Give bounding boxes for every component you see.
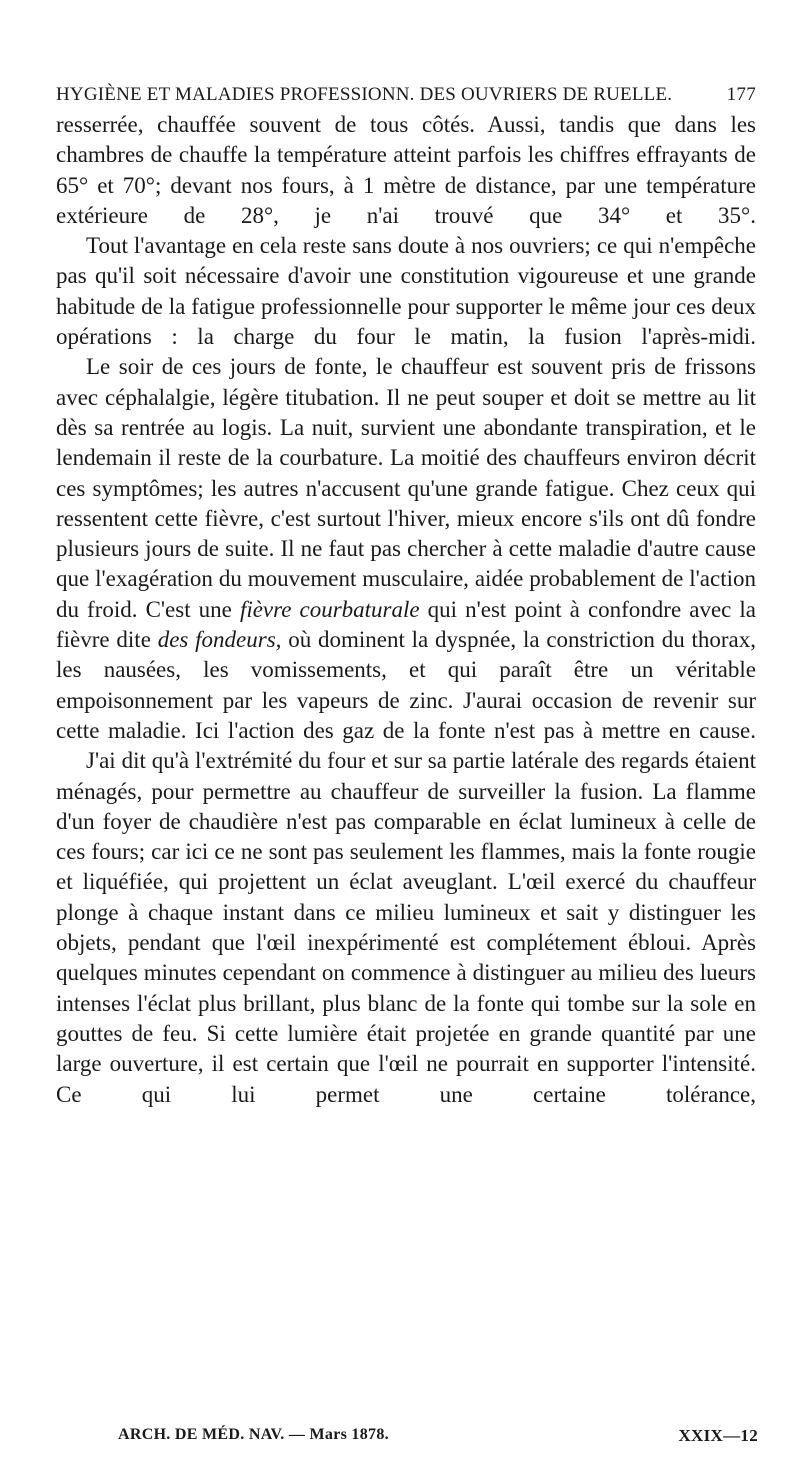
paragraph-3-text-a: Le soir de ces jours de fonte, le chauffeur est souvent pris de frissons avec céphalalgie, légère titubation. Il ne peut souper et doit se mettre au lit dès sa rentrée au logis. La nuit, survient une abondante transpiration, et le lendemain il reste de la courbature. La moitié des chauffeurs environ décrit ces symptômes; les autres n'accusent qu'une grande fatigue. Chez ceux qui ressentent cette fièvre, c'est surtout l'hiver, mieux encore s'ils ont dû fondre plusieurs jours de suite. Il ne faut pas chercher à cette maladie d'autre cause que l'exagération du mouvement musculaire, aidée probablement de l'action du froid. C'est une [56, 354, 756, 622]
body-text [56, 110, 756, 1110]
paragraph-1: resserrée, chauffée souvent de tous côtés. Aussi, tandis que dans les chambres de chauffe la température atteint parfois les chiffres effrayants de 65° et 70°; devant nos fours, à 1 mètre de distance, par une température extérieure de 28°, je n'ai trouvé que 34° et 35°. [56, 112, 756, 228]
paragraph-4: J'ai dit qu'à l'extrémité du four et sur sa partie latérale des regards étaient ménagés, pour permettre au chauffeur de surveiller la fusion. La flamme d'un foyer de chaudière n'est pas comparable en éclat lumineux à celle de ces fours; car ici ce ne sont pas seulement les flammes, mais la fonte rougie et liquéfiée, qui projettent un éclat aveuglant. L'œil exercé du chauffeur plonge à chaque instant dans ce milieu lumineux et sait y distinguer les objets, pendant que l'œil inexpérimenté est complétement ébloui. Après quelques minutes cependant on commence à distinguer au milieu des lueurs intenses l'éclat plus brillant, plus blanc de la fonte qui tombe sur la sole en gouttes de feu. Si cette lumière était projetée en grande quantité par une large ouverture, il est certain que l'œil ne pourrait en supporter l'intensité. Ce qui lui permet une certaine tolérance, [56, 748, 756, 1107]
paragraph-3-text-b: qui n'est point à confondre avec la fièvre dite [56, 596, 757, 653]
page-footer [118, 1426, 758, 1446]
signature-mark: XXIX—12 [678, 1426, 758, 1445]
running-head [56, 84, 756, 106]
page-number: 177 [726, 84, 756, 105]
page [56, 84, 756, 1110]
journal-reference: ARCH. DE MÉD. NAV. — Mars 1878. [118, 1426, 389, 1443]
emphasis-des-fondeurs: des fondeurs, [157, 627, 282, 653]
emphasis-fievre-courbaturale: fièvre courbaturale [239, 596, 420, 622]
paragraph-2: Tout l'avantage en cela reste sans doute à nos ouvriers; ce qui n'empêche pas qu'il soit nécessaire d'avoir une constitution vigoureuse et une grande habitude de la fatigue professionnelle pour supporter le même jour ces deux opérations : la charge du four le matin, la fusion l'après-midi. [56, 233, 756, 350]
paragraph-3 [56, 352, 756, 746]
running-head-title: HYGIÈNE ET MALADIES PROFESSIONN. DES OUVRIERS DE RUELLE. [56, 84, 673, 105]
paragraph-3-text-c: où dominent la dyspnée, la constriction du thorax, les nausées, les vomissements, et qui paraît être un véritable empoisonnement par les vapeurs de zinc. J'aurai occasion de revenir sur cette maladie. Ici l'action des gaz de la fonte n'est pas à mettre en cause. [56, 627, 757, 743]
